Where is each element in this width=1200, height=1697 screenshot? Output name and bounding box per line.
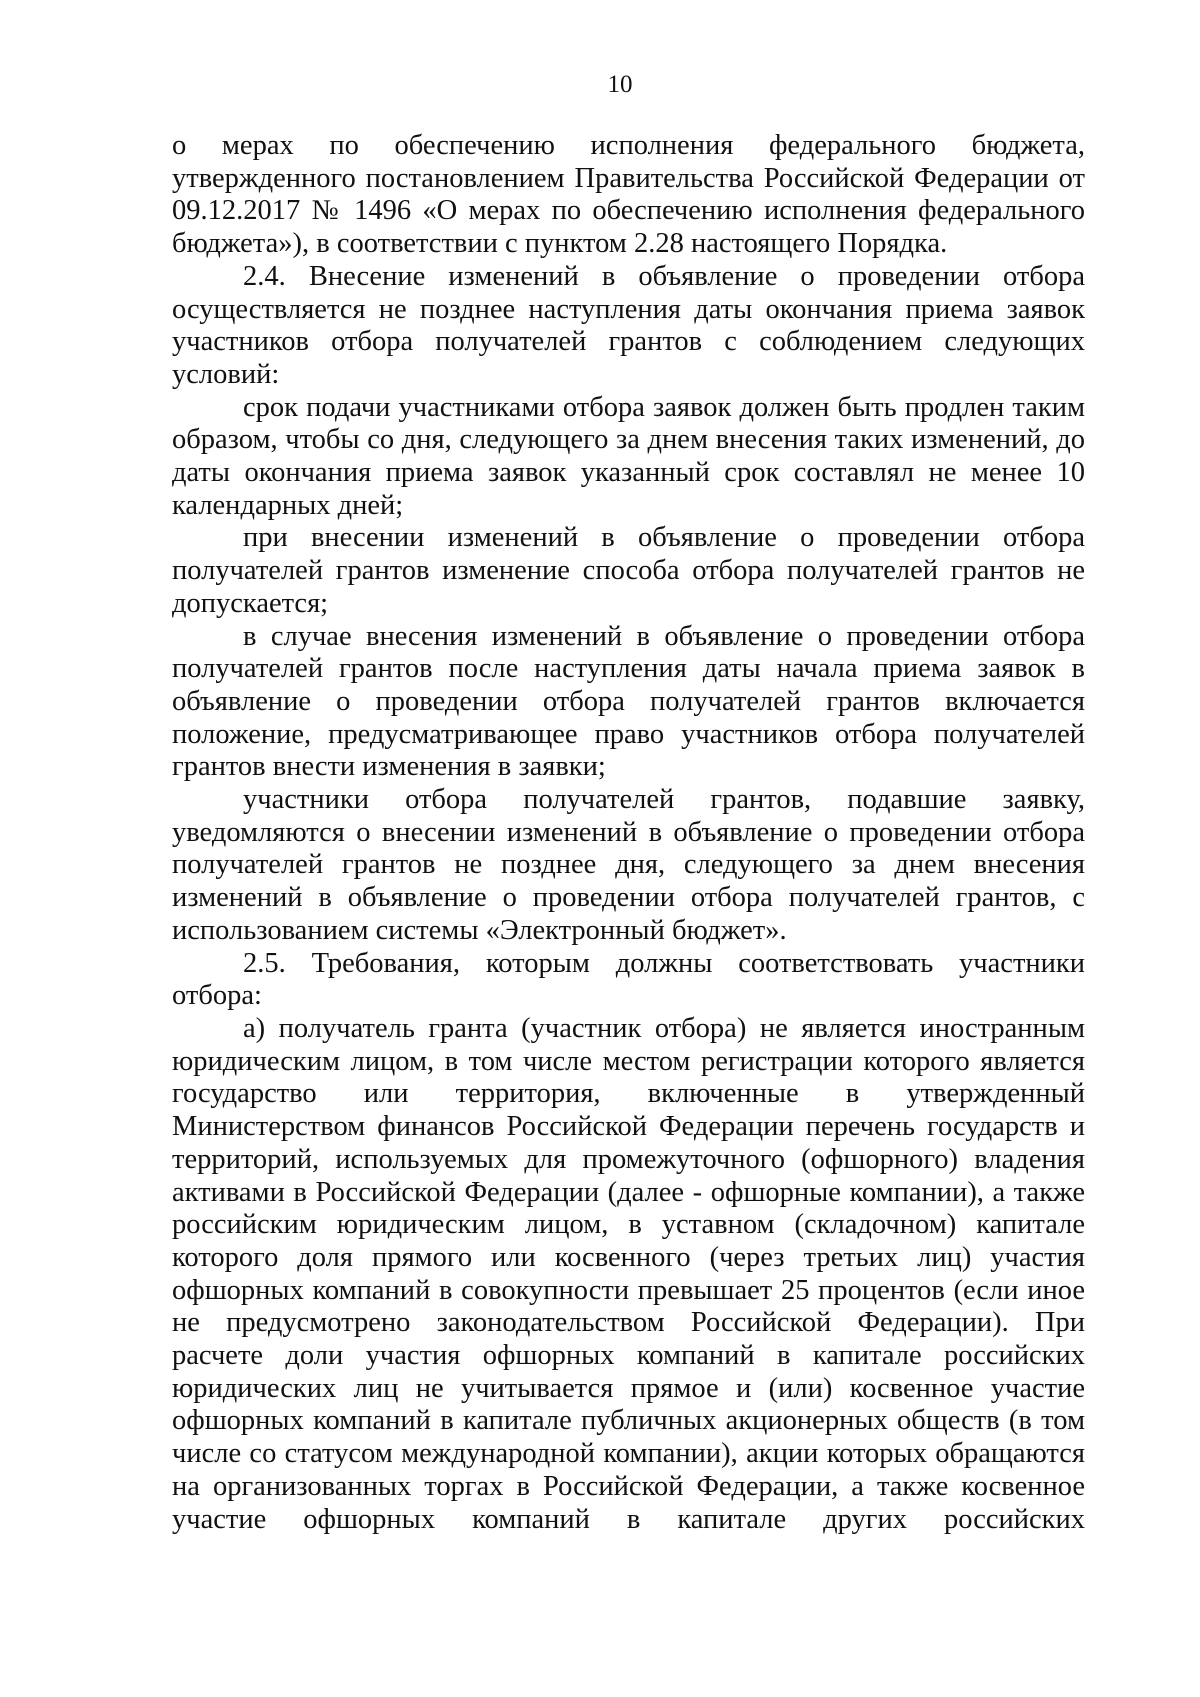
- paragraph-continuation: о мерах по обеспечению исполнения федерального бюджета, утвержденного постановлением Правительства Российской Федерации от 09.12.2017 № 1496 «О мерах по обеспечению исполнения федерального бюджета»), в соответствии с пунктом 2.28 настоящего Порядка.: [172, 130, 1085, 260]
- paragraph-2-4: 2.4. Внесение изменений в объявление о проведении отбора осуществляется не позднее наступления даты окончания приема заявок участников отбора получателей грантов с соблюдением следующих условий:: [172, 260, 1085, 390]
- paragraph-2-5: 2.5. Требования, которым должны соответствовать участники отбора:: [172, 947, 1085, 1012]
- paragraph-application-changes: в случае внесения изменений в объявление о проведении отбора получателей грантов после наступления даты начала приема заявок в объявление о проведении отбора получателей грантов включается положение, предусматривающее право участников отбора получателей грантов внести изменения в заявки;: [172, 620, 1085, 783]
- document-body: [172, 130, 1085, 1536]
- page-number: 10: [607, 71, 633, 98]
- paragraph-method-change: при внесении изменений в объявление о проведении отбора получателей грантов изменение способа отбора получателей грантов не допускается;: [172, 522, 1085, 619]
- paragraph-requirement-a: а) получатель гранта (участник отбора) не является иностранным юридическим лицом, в том числе местом регистрации которого является государство или территория, включенные в утвержденный Министерством финансов Российской Федерации перечень государств и территорий, используемых для промежуточного (офшорного) владения активами в Российской Федерации (далее - офшорные компании), а также российским юридическим лицом, в уставном (складочном) капитале которого доля прямого или косвенного (через третьих лиц) участия офшорных компаний в совокупности превышает 25 процентов (если иное не предусмотрено законодательством Российской Федерации). При расчете доли участия офшорных компаний в капитале российских юридических лиц не учитывается прямое и (или) косвенное участие офшорных компаний в капитале публичных акционерных обществ (в том числе со статусом международной компании), акции которых обращаются на организованных торгах в Российской Федерации, а также косвенное участие офшорных компаний в капитале других российских: [172, 1012, 1085, 1535]
- paragraph-notification: участники отбора получателей грантов, подавшие заявку, уведомляются о внесении изменений в объявление о проведении отбора получателей грантов не позднее дня, следующего за днем внесения изменений в объявление о проведении отбора получателей грантов, с использованием системы «Электронный бюджет».: [172, 784, 1085, 946]
- paragraph-deadline-extension: срок подачи участниками отбора заявок должен быть продлен таким образом, чтобы со дня, следующего за днем внесения таких изменений, до даты окончания приема заявок указанный срок составлял не менее 10 календарных дней;: [172, 391, 1085, 521]
